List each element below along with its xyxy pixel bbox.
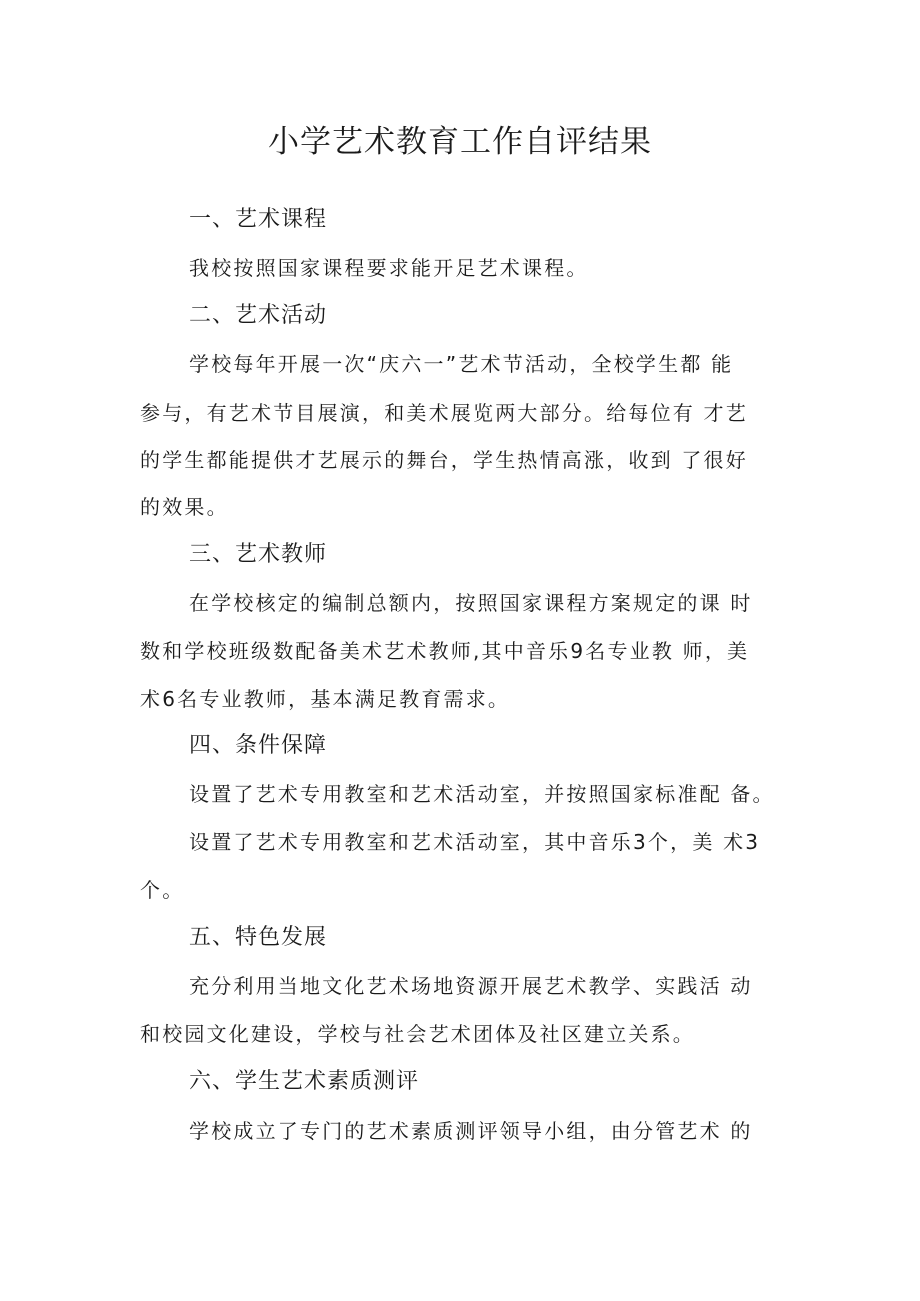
section-heading-assessment: 六、学生艺术素质测评 [189,1069,420,1094]
document-title: 小学艺术教育工作自评结果 [268,124,652,160]
paragraph-line: 学校成立了专门的艺术素质测评领导小组，由分管艺术 的 [189,1119,753,1143]
section-heading-features: 五、特色发展 [189,925,328,950]
section-heading-conditions: 四、条件保障 [189,733,328,758]
paragraph-line: 在学校核定的编制总额内，按照国家课程方案规定的课 时 [189,591,753,615]
paragraph-line: 数和学校班级数配备美术艺术教师,其中音乐9名专业教 师，美 [140,639,750,663]
paragraph-line: 个。 [140,878,185,902]
section-heading-courses: 一、艺术课程 [189,207,328,232]
paragraph-line: 学校每年开展一次“庆六一”艺术节活动，全校学生都 能 [189,352,734,376]
paragraph-line: 和校园文化建设，学校与社会艺术团体及社区建立关系。 [140,1022,695,1046]
paragraph-line: 充分利用当地文化艺术场地资源开展艺术教学、实践活 动 [189,974,753,998]
paragraph-line: 术6名专业教师，基本满足教育需求。 [140,687,511,711]
paragraph-line: 的效果。 [140,495,229,519]
section-heading-activities: 二、艺术活动 [189,303,328,328]
paragraph-line: 我校按照国家课程要求能开足艺术课程。 [189,256,589,280]
section-heading-teachers: 三、艺术教师 [189,542,328,567]
paragraph-line: 的学生都能提供才艺展示的舞台，学生热情高涨，收到 了很好 [140,448,748,472]
paragraph-line: 设置了艺术专用教室和艺术活动室，其中音乐3个，美 术3 [189,830,761,854]
paragraph-line: 设置了艺术专用教室和艺术活动室，并按照国家标准配 备。 [189,782,775,806]
paragraph-line: 参与，有艺术节目展演，和美术展览两大部分。给每位有 才艺 [140,401,748,425]
